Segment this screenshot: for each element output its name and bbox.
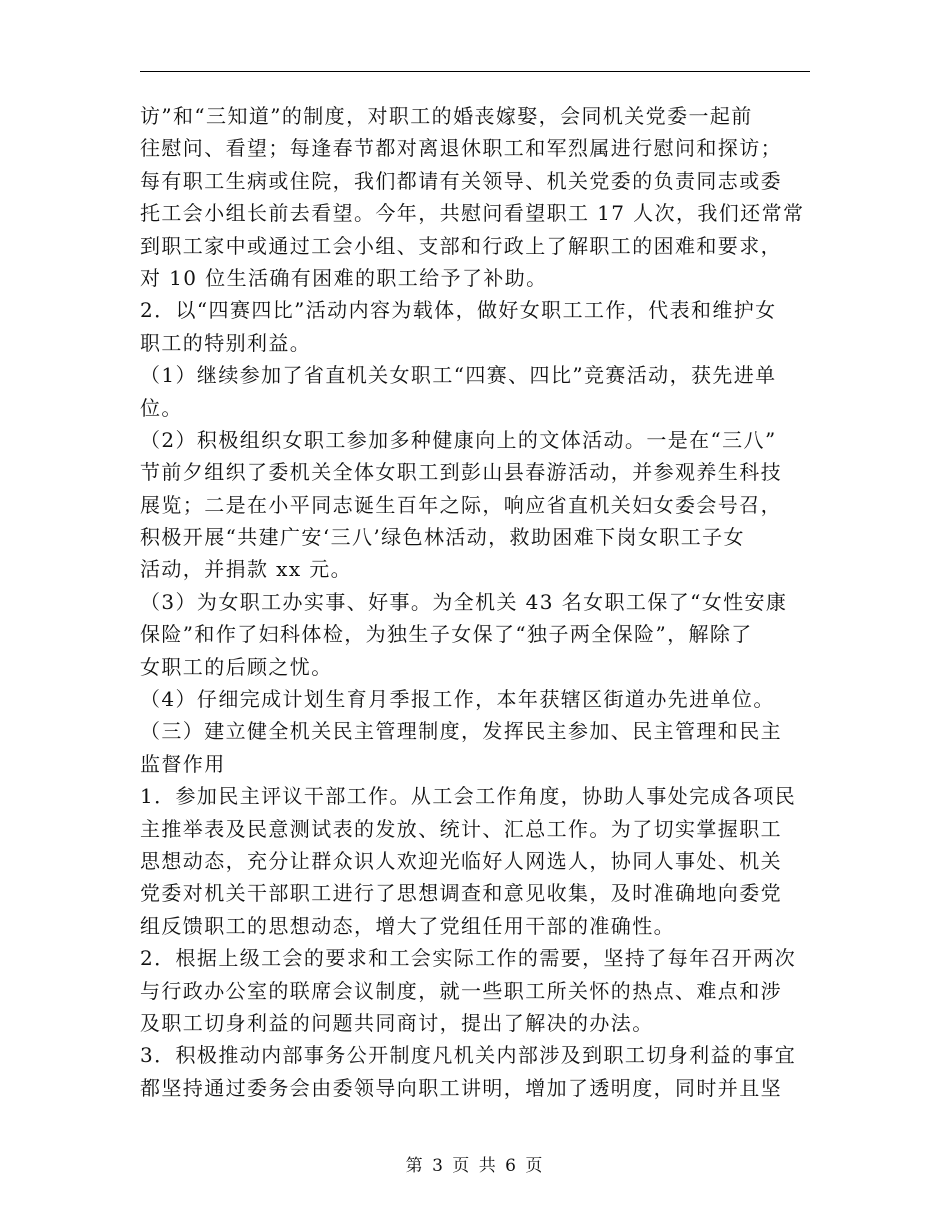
text-line: 党委对机关干部职工进行了思想调查和意见收集，及时准确地向委党 <box>140 881 782 906</box>
text-line: 主推举表及民意测试表的发放、统计、汇总工作。为了切实掌握职工 <box>140 816 782 841</box>
text-line: 位。 <box>140 395 183 420</box>
text-line: （1）继续参加了省直机关女职工“四赛、四比”竞赛活动，获先进单 <box>140 363 777 388</box>
text-line: 保险”和作了妇科体检，为独生子女保了“独子两全保险”，解除了 <box>140 622 753 647</box>
text-line: 2．根据上级工会的要求和工会实际工作的需要，坚持了每年召开两次 <box>140 946 797 971</box>
text-line: 到职工家中或通过工会小组、支部和行政上了解职工的困难和要求， <box>140 233 782 258</box>
text-line: 职工的特别利益。 <box>140 330 312 355</box>
text-line: 都坚持通过委务会由委领导向职工讲明，增加了透明度，同时并且坚 <box>140 1075 782 1100</box>
text-line: 展览；二是在小平同志诞生百年之际，响应省直机关妇女委会号召， <box>140 492 782 517</box>
text-line: （三）建立健全机关民主管理制度，发挥民主参加、民主管理和民主 <box>140 719 782 744</box>
page-number-footer: 第 3 页 共 6 页 <box>405 1156 545 1176</box>
text-line: 监督作用 <box>140 751 226 776</box>
header-rule <box>140 71 810 72</box>
text-line: 托工会小组长前去看望。今年，共慰问看望职工 17 人次，我们还常常 <box>140 201 805 226</box>
text-line: （3）为女职工办实事、好事。为全机关 43 名女职工保了“女性安康 <box>140 589 788 614</box>
text-line: 活动，并捐款 xx 元。 <box>140 557 353 582</box>
text-line: 往慰问、看望；每逢春节都对离退休职工和军烈属进行慰问和探访； <box>140 136 782 161</box>
text-line: 与行政办公室的联席会议制度，就一些职工所关怀的热点、难点和涉 <box>140 978 782 1003</box>
text-line: 思想动态，充分让群众识人欢迎光临好人网选人，协同人事处、机关 <box>140 848 782 873</box>
text-line: 及职工切身利益的问题共同商讨，提出了解决的办法。 <box>140 1010 654 1035</box>
text-line: 女职工的后顾之忧。 <box>140 654 333 679</box>
text-line: 访”和“三知道”的制度，对职工的婚丧嫁娶，会同机关党委一起前 <box>140 104 753 128</box>
text-line: （2）积极组织女职工参加多种健康向上的文体活动。一是在“三八” <box>140 427 777 452</box>
text-line: 对 10 位生活确有困难的职工给予了补助。 <box>140 265 548 290</box>
text-line: 积极开展“共建广安‘三八’绿色林活动，救助困难下岗女职工子女 <box>140 525 745 550</box>
document-body <box>140 100 820 1104</box>
text-line: （4）仔细完成计划生育月季报工作，本年获辖区街道办先进单位。 <box>140 687 775 712</box>
text-line: 节前夕组织了委机关全体女职工到彭山县春游活动，并参观养生科技 <box>140 460 782 485</box>
text-line: 1．参加民主评议干部工作。从工会工作角度，协助人事处完成各项民 <box>140 784 797 809</box>
text-line: 组反馈职工的思想动态，增大了党组任用干部的准确性。 <box>140 913 675 938</box>
text-line: 3．积极推动内部事务公开制度凡机关内部涉及到职工切身利益的事宜 <box>140 1043 797 1068</box>
text-line: 每有职工生病或住院，我们都请有关领导、机关党委的负责同志或委 <box>140 168 782 193</box>
text-line: 2．以“四赛四比”活动内容为载体，做好女职工工作，代表和维护女 <box>140 298 777 323</box>
